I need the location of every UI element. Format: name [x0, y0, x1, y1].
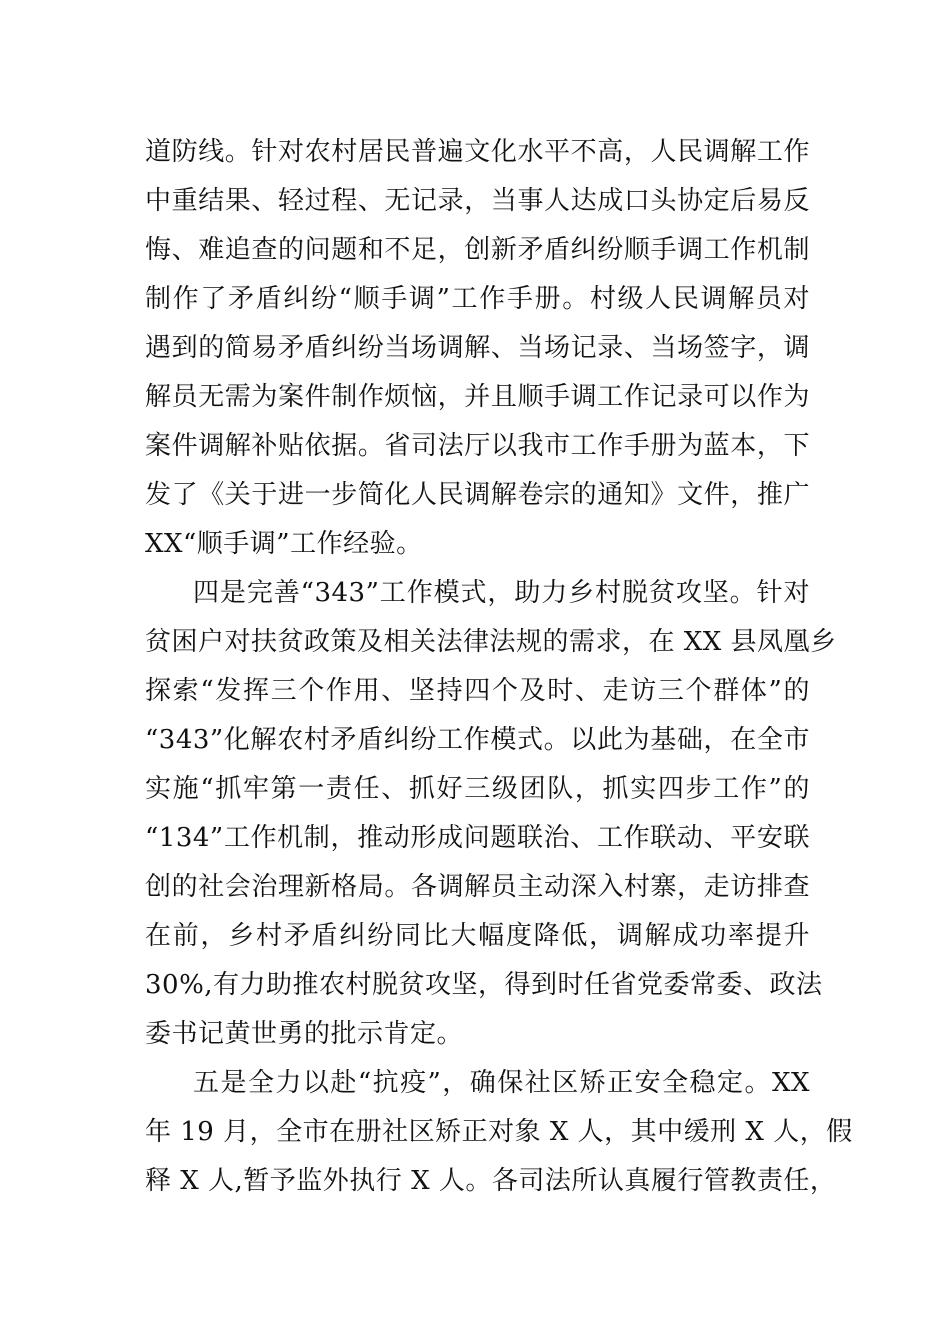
- text-line: 道防线。针对农村居民普遍文化水平不高，人民调解工作: [145, 137, 810, 167]
- text-line: 30%,有力助推农村脱贫攻坚，得到时任省党委常委、政法: [145, 970, 823, 1000]
- paragraph-3: [145, 1059, 853, 1206]
- text-line: 中重结果、轻过程、无记录，当事人达成口头协定后易反: [145, 186, 810, 216]
- text-line: 年 19 月，全市在册社区矫正对象 X 人，其中缓刑 X 人，假: [145, 1117, 853, 1147]
- text-line: 在前，乡村矛盾纠纷同比大幅度降低，调解成功率提升: [145, 921, 810, 951]
- text-line: 探索“发挥三个作用、坚持四个及时、走访三个群体”的: [145, 676, 810, 706]
- paragraph-1: [145, 128, 810, 569]
- text-line: 四是完善“343”工作模式，助力乡村脱贫攻坚。针对: [193, 578, 810, 608]
- text-line: 委书记黄世勇的批示肯定。: [145, 1019, 464, 1049]
- text-line: “134”工作机制，推动形成问题联治、工作联动、平安联: [145, 823, 810, 853]
- text-line: 制作了矛盾纠纷“顺手调”工作手册。村级人民调解员对: [145, 284, 810, 314]
- paragraph-2: [145, 569, 837, 1059]
- text-line: 贫困户对扶贫政策及相关法律法规的需求，在 XX 县凤凰乡: [145, 627, 837, 657]
- text-line: 实施“抓牢第一责任、抓好三级团队，抓实四步工作”的: [145, 774, 810, 804]
- text-line: 解员无需为案件制作烦恼，并且顺手调工作记录可以作为: [145, 382, 810, 412]
- text-line: 五是全力以赴“抗疫”，确保社区矫正安全稳定。XX: [193, 1068, 810, 1098]
- text-line: XX“顺手调”工作经验。: [145, 529, 423, 559]
- text-line: 释 X 人,暂予监外执行 X 人。各司法所认真履行管教责任，: [145, 1166, 837, 1196]
- text-line: 发了《关于进一步简化人民调解卷宗的通知》文件，推广: [145, 480, 810, 510]
- text-line: “343”化解农村矛盾纠纷工作模式。以此为基础，在全市: [145, 725, 810, 755]
- text-line: 创的社会治理新格局。各调解员主动深入村寨，走访排查: [145, 872, 810, 902]
- text-line: 案件调解补贴依据。省司法厅以我市工作手册为蓝本，下: [145, 431, 810, 461]
- text-line: 遇到的简易矛盾纠纷当场调解、当场记录、当场签字，调: [145, 333, 810, 363]
- text-line: 悔、难追查的问题和不足，创新矛盾纠纷顺手调工作机制: [145, 235, 810, 265]
- document-page: [145, 128, 853, 1206]
